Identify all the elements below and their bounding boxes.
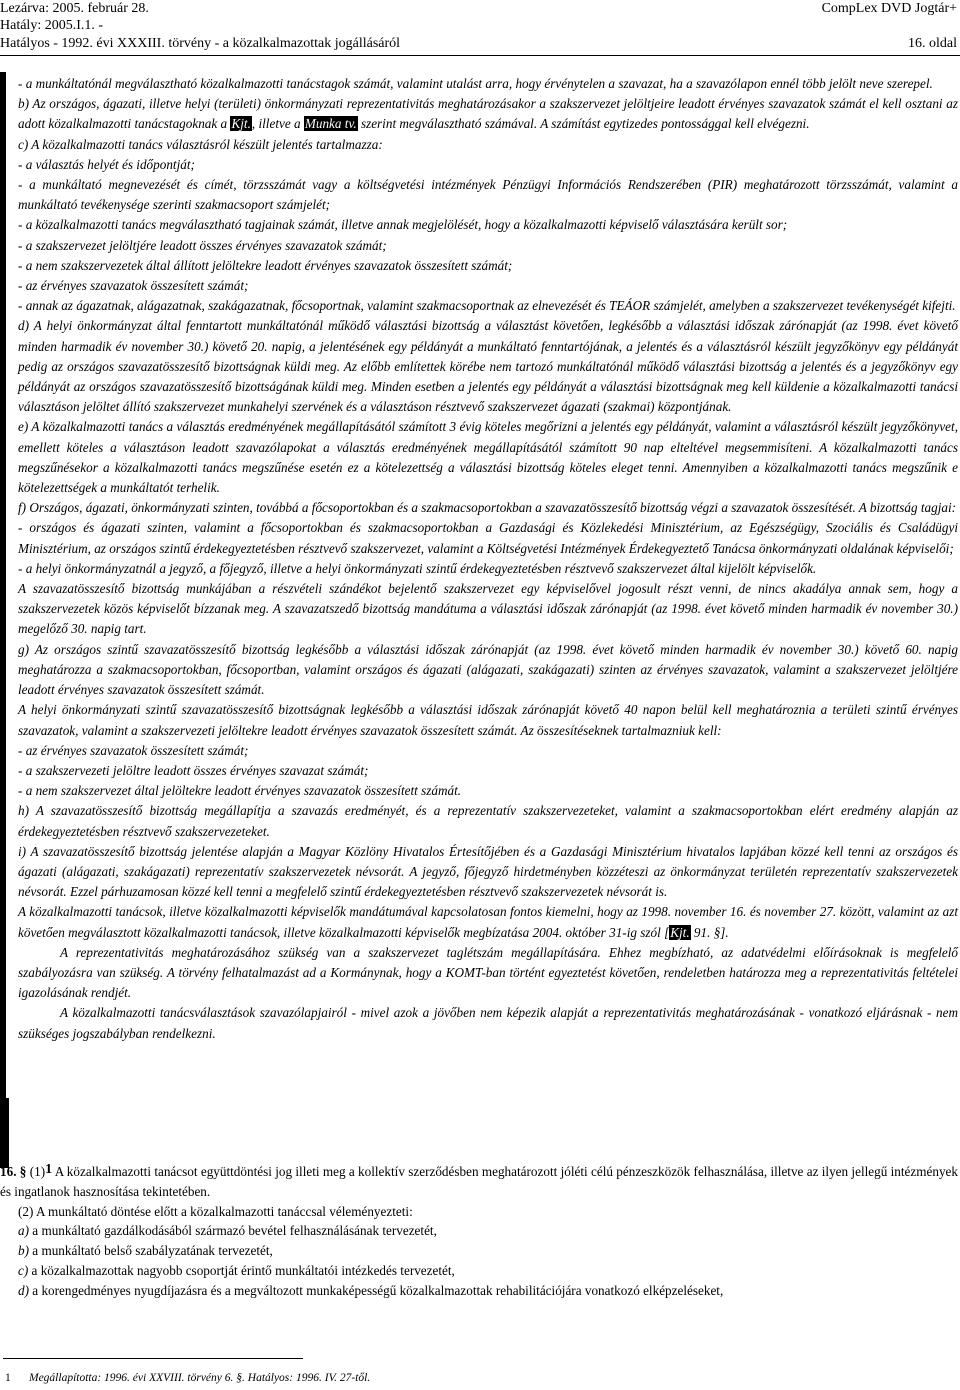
product-name: CompLex DVD Jogtár+: [821, 1, 957, 16]
paragraph-text: 91. §].: [690, 924, 729, 940]
commentary-paragraph: [18, 236, 958, 256]
paragraph-text: - az érvényes szavazatok összesített számát;: [18, 278, 249, 294]
item-label: d): [18, 1282, 29, 1298]
closing-date: Lezárva: 2005. február 28.: [0, 1, 149, 16]
commentary-paragraph: [18, 518, 958, 558]
para-text: A közalkalmazotti tanácsot együttdöntési jog illeti meg a kollektív szerződésben meghatározott jóléti célú pénzeszközök felhasználása, illetve az ilyen jellegű intézmények és ingatlanok hasznosítása tekintetében.: [0, 1164, 958, 1199]
footnote-ref[interactable]: 1: [45, 1162, 53, 1177]
paragraph-text: e) A közalkalmazotti tanács a választás eredményének megállapításától számított 3 évig köteles megőrizni a jelentés egy példányát, valamint a választásról készült jegyzőkönyvet, emellett köteles a választáson leadott szavazólapokat a választás eredményének megállapításától számított 90 nap elteltével megsemmisíteni. A közalkalmazotti tanács megszűnésekor a közalkalmazotti tanács megszűnése esetén ez a kötelezettség a választási bizottság köteles eleget tenni. Amennyiben a közalkalmazotti tanács megszűnik e kötelezettségek a munkáltatót terhelik.: [18, 419, 958, 496]
commentary-paragraph: [18, 943, 958, 1004]
commentary-paragraph: [18, 94, 958, 134]
list-item: [0, 1261, 958, 1281]
item-label: b): [18, 1243, 29, 1259]
item-text: a munkáltató gazdálkodásából származó bevétel felhasználásának tervezetét,: [32, 1223, 437, 1239]
paragraph-text: A reprezentativitás meghatározásához szükség van a szakszervezet taglétszám megállapítására. Ehhez megbízható, az adatvédelmi előírásoknak is megfelelő szabályozásra van szükség. A törvény felhatalmazást ad a Kormánynak, hogy a KOMT-ban történt egyeztetést követően, rendeletben határozza meg a reprezentativitás feltételei igazolásának rendjét.: [18, 944, 958, 1001]
commentary-paragraph: [18, 215, 958, 235]
paragraph-text: - a szakszervezeti jelöltre leadott összes érvényes szavazat számát;: [18, 762, 369, 778]
commentary-paragraph: [18, 559, 958, 579]
paragraph-text: i) A szavazatösszesítő bizottság jelentése alapján a Magyar Közlöny Hivatalos Értesítőjében és a Gazdasági Minisztérium hivatalos lapjában közzé kell tenni az országos és ágazati (alágazati, szakágazati) reprezentatív szakszervezetek névsorát. A jegyző, főjegyző hirdetményben közzéteszi az önkormányzat területén reprezentatív szakszervezetek névsorát. Ezzel párhuzamosan közzé kell tenni a megfelelő szintű érdekegyeztetésben résztvevő szakszervezetek névsorát is.: [18, 843, 958, 900]
commentary-paragraph: [18, 640, 958, 701]
section-number: 16. §: [0, 1164, 27, 1179]
paragraph-text: d) A helyi önkormányzat által fenntartott munkáltatónál működő választási bizottság a választást követően, legkésőbb a választási időszak zárónapját (az 1998. évet követő minden harmadik év november 30.) követő 20. napig, a jelentésének egy példányát a munkáltató fenntartójának, a jelentés és a választásról készült jegyzőkönyv egy példányát pedig az országos szavazatösszesítő bizottságnak küldi meg. Az előbb említettek körébe nem tartozó munkáltatónál működő választási bizottság a jelentés és a jegyzőkönyv egy példányát az országos szavazatösszesítő bizottságának küldi meg. Minden esetben a jelentés egy példányát a választási bizottságnak meg kell küldenie a közalkalmazotti tanácsi választáson jelöltet állító szakszervezet munkahelyi szervének és a választáson résztvevő szakszervezet ágazati (szakmai) központjának.: [18, 318, 958, 415]
commentary-paragraph: [18, 155, 958, 175]
commentary-paragraph: [18, 801, 958, 841]
law-reference-link[interactable]: Kjt.: [670, 924, 690, 940]
commentary-paragraph: [18, 175, 958, 215]
section-16-para-2: (2) A munkáltató döntése előtt a közalkalmazotti tanáccsal véleményezteti:: [18, 1203, 413, 1219]
commentary-paragraph: [18, 276, 958, 296]
item-text: a korengedményes nyugdíjazásra és a megváltozott munkaképességű közalkalmazottak rehabilitációjára vonatkozó elképzeléseket,: [32, 1282, 724, 1298]
paragraph-text: - annak az ágazatnak, alágazatnak, szakágazatnak, főcsoportnak, valamint szakmacsoportnak az elnevezését és TEÁOR számjelét, amelyben a szakszervezet tevékenységét kifejti.: [18, 298, 956, 314]
commentary-paragraph: [18, 741, 958, 761]
paragraph-text: A közalkalmazotti tanácsválasztások szavazólapjairól - mivel azok a jövőben nem képezik alapját a reprezentativitás meghatározásának - vonatkozó eljárásnak - nem szükséges jogszabályban rendelkezni.: [18, 1005, 958, 1041]
commentary-paragraph: [18, 1003, 958, 1043]
header-row-3: [0, 35, 960, 53]
list-item: [0, 1281, 958, 1301]
section-16-para-1: [0, 1162, 958, 1202]
commentary-paragraph: [18, 135, 958, 155]
paragraph-text: A közalkalmazotti tanácsok, illetve közalkalmazotti képviselők mandátumával kapcsolatosan fontos kiemelni, hogy az 1998. november 16. és november 27. között, valamint az azt követően megválasztott közalkalmazotti tanácsok, illetve közalkalmazotti képviselők megbízatása 2004. október 31-ig szól [: [18, 904, 958, 940]
item-text: a munkáltató belső szabályzatának tervezetét,: [32, 1243, 273, 1259]
paragraph-text: A helyi önkormányzati szintű szavazatösszesítő bizottságnak legkésőbb a választási időszak zárónapját követő 40 napon belül kell meghatároznia a területi szintű érvényes szavazatok, valamint a szakszervezeti jelöltekre leadott érvényes szavazatok összesített számát. Az összesítéseknek tartalmazniuk kell:: [18, 702, 958, 738]
paragraph-text: h) A szavazatösszesítő bizottság megállapítja a szavazás eredményét, és a reprezentatív szakszervezeteket, valamint a szakmacsoportokban elért eredmény alapján az érdekegyeztetésben résztvevő szakszervezeteket.: [18, 803, 958, 839]
effective-date: Hatály: 2005.I.1. -: [0, 18, 104, 33]
footnote: [5, 1370, 370, 1386]
commentary-paragraph: [18, 700, 958, 740]
commentary-paragraph: [18, 761, 958, 781]
commentary-paragraph: [18, 579, 958, 640]
commentary-paragraph: [18, 256, 958, 276]
section-16: [0, 1162, 958, 1301]
commentary-paragraph: [18, 902, 958, 942]
paragraph-text: A szavazatösszesítő bizottság munkájában a részvételi szándékot bejelentő szakszervezet egy képviselővel jogosult részt venni, de nincs akadálya annak sem, hogy a szakszervezetek közös képviselőt bízzanak meg. A szavazatszedő bizottság mandátuma a választási időszak zárónapját (az 1998. évet követő minden harmadik év november 30.) megelőző 30. napig tart.: [18, 581, 958, 637]
law-title: Hatályos - 1992. évi XXXIII. törvény - a közalkalmazottak jogállásáról: [0, 36, 401, 51]
commentary-body: [18, 74, 958, 1044]
header-row-2: [0, 17, 960, 35]
paragraph-text: - a választás helyét és időpontját;: [18, 156, 195, 172]
paragraph-text: - a munkáltató megnevezését és címét, törzsszámát vagy a költségvetési intézmények Pénzügyi Információs Rendszerében (PIR) meghatározott törzsszámát, valamint a munkáltató tevékenysége szerinti szakmacsoport számjelét;: [18, 177, 958, 213]
paragraph-text: - az érvényes szavazatok összesített számát;: [18, 742, 249, 758]
paragraph-text: b) Az országos, ágazati, illetve helyi (területi) önkormányzati reprezentativitás meghatározásakor a szakszervezet jelöltjeire leadott érvényes szavazatok számát el kell osztani az adott közalkalmazotti tanácstagoknak a: [18, 96, 958, 132]
header-row-1: [0, 0, 960, 18]
commentary-paragraph: [18, 417, 958, 498]
paragraph-text: , illetve a: [251, 116, 304, 132]
paragraph-text: - a nem szakszervezet által jelöltekre leadott érvényes szavazatok összesített számát.: [18, 783, 462, 799]
paragraph-text: f) Országos, ágazati, önkormányzati szinten, továbbá a főcsoportokban és a szakmacsoportokban a szavazatösszesítő bizottság végzi a szavazatok összesítését. A bizottság tagjai:: [18, 500, 957, 516]
paragraph-text: - a közalkalmazotti tanács megválasztható tagjainak számát, illetve annak megjelölését, hogy a közalkalmazotti képviselő választására került sor;: [18, 217, 788, 233]
item-label: a): [18, 1223, 29, 1239]
list-item: [0, 1221, 958, 1241]
commentary-paragraph: [18, 781, 958, 801]
change-marker-bar: [0, 72, 6, 1168]
paragraph-text: - országos és ágazati szinten, valamint a főcsoportokban és szakmacsoportokban a Gazdasági és Közlekedési Minisztérium, az Egészségügy, Szociális és Családügyi Minisztérium, az országos szintű érdekegyeztetésben résztvevő szakszervezet, valamint a Költségvetési Intézmények Érdekegyeztető Tanácsa önkormányzati oldalának képviselői;: [18, 520, 958, 556]
page-number: 16. oldal: [908, 36, 957, 51]
commentary-paragraph: [18, 74, 958, 94]
paragraph-text: - a nem szakszervezetek által állított jelöltekre leadott érvényes szavazatok összesített számát;: [18, 257, 513, 273]
paragraph-text: - a helyi önkormányzatnál a jegyző, a főjegyző, illetve a helyi önkormányzati szintű érdekegyeztetésben résztvevő szakszervezet által kijelölt képviselők.: [18, 560, 817, 576]
item-label: c): [18, 1262, 29, 1278]
change-marker-bar-thick: [0, 1098, 9, 1168]
law-reference-link[interactable]: Kjt.: [231, 116, 251, 132]
page-header: [0, 0, 960, 56]
footnote-divider: [3, 1358, 303, 1359]
item-text: a közalkalmazottak nagyobb csoportját érintő munkáltatói intézkedés tervezetét,: [31, 1262, 455, 1278]
list-item: [0, 1241, 958, 1261]
header-divider: [0, 55, 960, 56]
commentary-paragraph: [18, 498, 958, 518]
paragraph-text: c) A közalkalmazotti tanács választásról készült jelentés tartalmazza:: [18, 136, 383, 152]
footnote-text: Megállapította: 1996. évi XXVIII. törvény 6. §. Hatályos: 1996. IV. 27-től.: [29, 1372, 371, 1384]
footnote-number: 1: [5, 1372, 11, 1384]
paragraph-text: g) Az országos szintű szavazatösszesítő bizottság legkésőbb a választási időszak zárónapját (az 1998. évet követő minden harmadik év november 30.) követő 60. napig meghatározza a szakmacsoportokban, főcsoportban, valamint országos és ágazati (alágazati, szakágazati) szinten az érvényes szavazatok, valamint a szakszervezet jelöltjére leadott érvényes szavazatok összesített számát.: [18, 641, 958, 698]
commentary-paragraph: [18, 842, 958, 903]
paragraph-text: - a szakszervezet jelöltjére leadott összes érvényes szavazatok számát;: [18, 237, 387, 253]
paragraph-text: szerint megválasztható számával. A számítást egytizedes pontossággal kell elvégezni.: [357, 116, 810, 132]
paragraph-text: - a munkáltatónál megválasztható közalkalmazotti tanácstagok számát, valamint utalást arra, hogy érvénytelen a szavazat, ha a szavazólapon ennél több jelölt neve szerepel.: [18, 76, 933, 91]
law-reference-link[interactable]: Munka tv.: [304, 116, 357, 132]
para-number: (1): [29, 1164, 46, 1179]
commentary-paragraph: [18, 316, 958, 417]
commentary-paragraph: [18, 296, 958, 316]
